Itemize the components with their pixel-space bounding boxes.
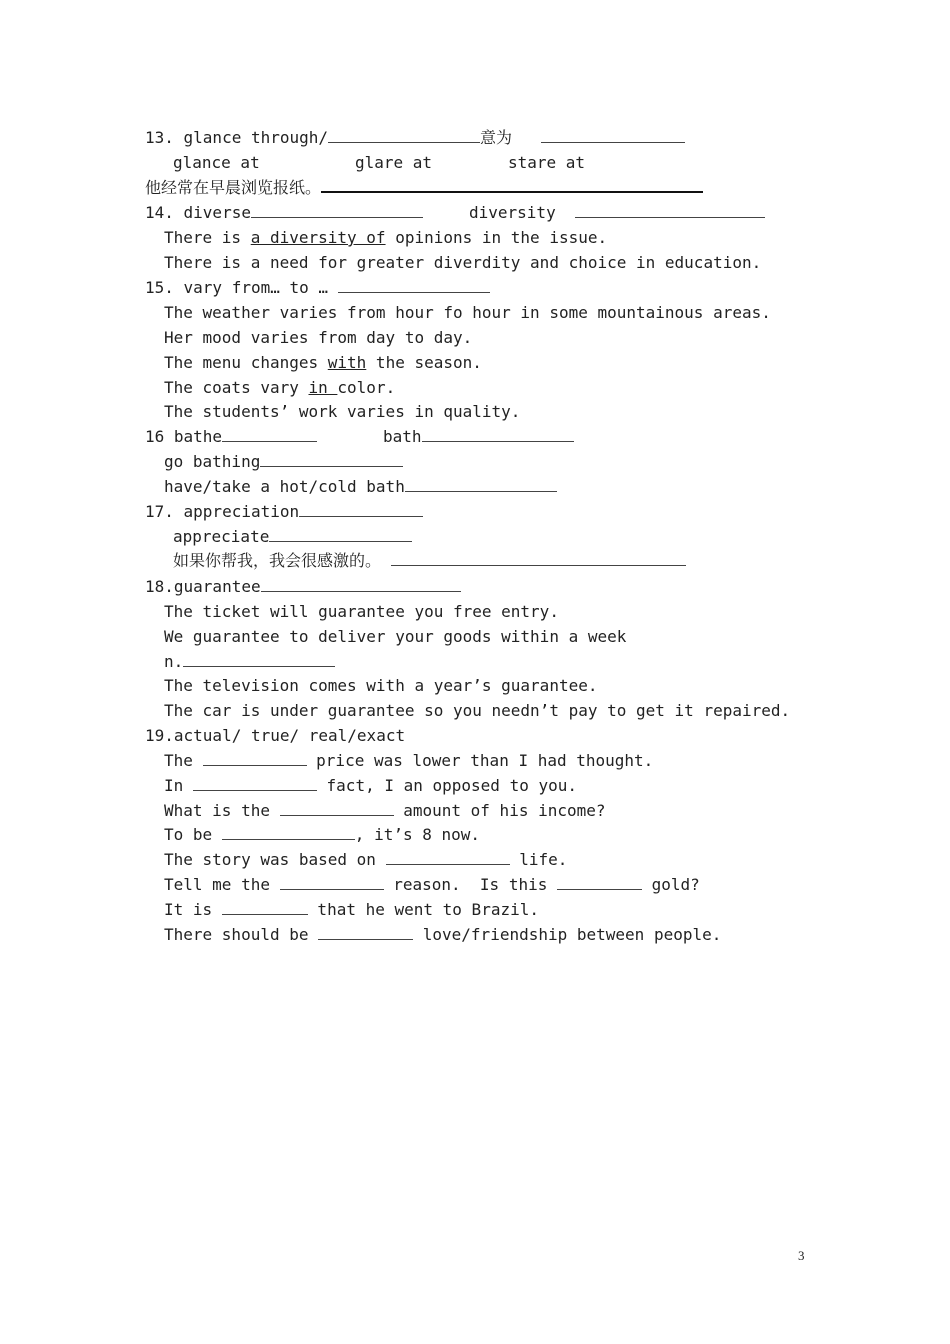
example-sentence: The students’ work varies in quality. (164, 402, 521, 421)
example-sentence: The television comes with a year’s guarantee. (164, 676, 598, 695)
blank[interactable] (575, 203, 765, 218)
blank[interactable] (251, 203, 423, 218)
example-sentence: The car is under guarantee so you needn’t pay to get it repaired. (164, 701, 791, 720)
exercise-sentence: In fact, I an opposed to you. (164, 776, 577, 795)
noun-line: n. (164, 652, 335, 672)
blank[interactable] (280, 875, 384, 890)
blank[interactable] (557, 875, 642, 890)
item-13-synonym: glance at (173, 153, 260, 172)
example-sentence: The coats vary in color. (164, 378, 396, 397)
item-17-word2: appreciate (173, 527, 412, 547)
blank[interactable] (318, 925, 413, 940)
item-13-translation: 他经常在早晨浏览报纸。 (145, 177, 703, 198)
item-17-translation: 如果你帮我，我会很感激的。 (173, 551, 686, 571)
item-17-line: 17. appreciation (145, 502, 423, 522)
blank[interactable] (261, 577, 461, 592)
exercise-sentence: The price was lower than I had thought. (164, 751, 654, 770)
exercise-sentence: It is that he went to Brazil. (164, 900, 539, 919)
item-13-synonym: glare at (355, 153, 433, 172)
blank[interactable] (280, 801, 394, 816)
blank[interactable] (193, 776, 317, 791)
example-sentence: The weather varies from hour fo hour in some mountainous areas. (164, 303, 771, 322)
phrase: go bathing (164, 452, 403, 472)
blank[interactable] (269, 527, 412, 542)
item-16-word2: bath (383, 427, 574, 447)
example-sentence: We guarantee to deliver your goods within a week (164, 627, 627, 646)
example-sentence: There is a need for greater diverdity and choice in education. (164, 253, 762, 272)
blank[interactable] (328, 128, 480, 143)
blank[interactable] (321, 177, 703, 193)
blank[interactable] (386, 850, 510, 865)
blank[interactable] (391, 551, 686, 566)
example-sentence: The menu changes with the season. (164, 353, 482, 372)
item-16-line: 16 bathe (145, 427, 317, 447)
exercise-sentence: To be , it’s 8 now. (164, 825, 481, 844)
exercise-sentence: What is the amount of his income? (164, 801, 606, 820)
item-13-synonym: stare at (508, 153, 586, 172)
item-14-word2: diversity (469, 203, 765, 223)
item-19-line: 19.actual/ true/ real/exact (145, 726, 406, 745)
blank[interactable] (299, 502, 423, 517)
blank[interactable] (222, 825, 355, 840)
blank[interactable] (405, 477, 557, 492)
blank[interactable] (183, 652, 335, 667)
item-13-line: 13. glance through/ 意为 (145, 128, 685, 148)
blank[interactable] (541, 128, 685, 143)
blank[interactable] (222, 900, 308, 915)
page-number: 3 (798, 1248, 805, 1263)
blank[interactable] (260, 452, 403, 467)
item-14-line: 14. diverse (145, 203, 423, 223)
exercise-sentence: There should be love/friendship between people. (164, 925, 722, 944)
item-15-line: 15. vary from… to … (145, 278, 490, 298)
example-sentence: There is a diversity of opinions in the issue. (164, 228, 608, 247)
example-sentence: The ticket will guarantee you free entry. (164, 602, 559, 621)
blank[interactable] (222, 427, 317, 442)
phrase: have/take a hot/cold bath (164, 477, 557, 497)
exercise-sentence: Tell me the reason. Is this gold? (164, 875, 700, 894)
blank[interactable] (422, 427, 574, 442)
example-sentence: Her mood varies from day to day. (164, 328, 473, 347)
blank[interactable] (203, 751, 307, 766)
exercise-sentence: The story was based on life. (164, 850, 568, 869)
item-18-line: 18.guarantee (145, 577, 461, 597)
blank[interactable] (338, 278, 490, 293)
